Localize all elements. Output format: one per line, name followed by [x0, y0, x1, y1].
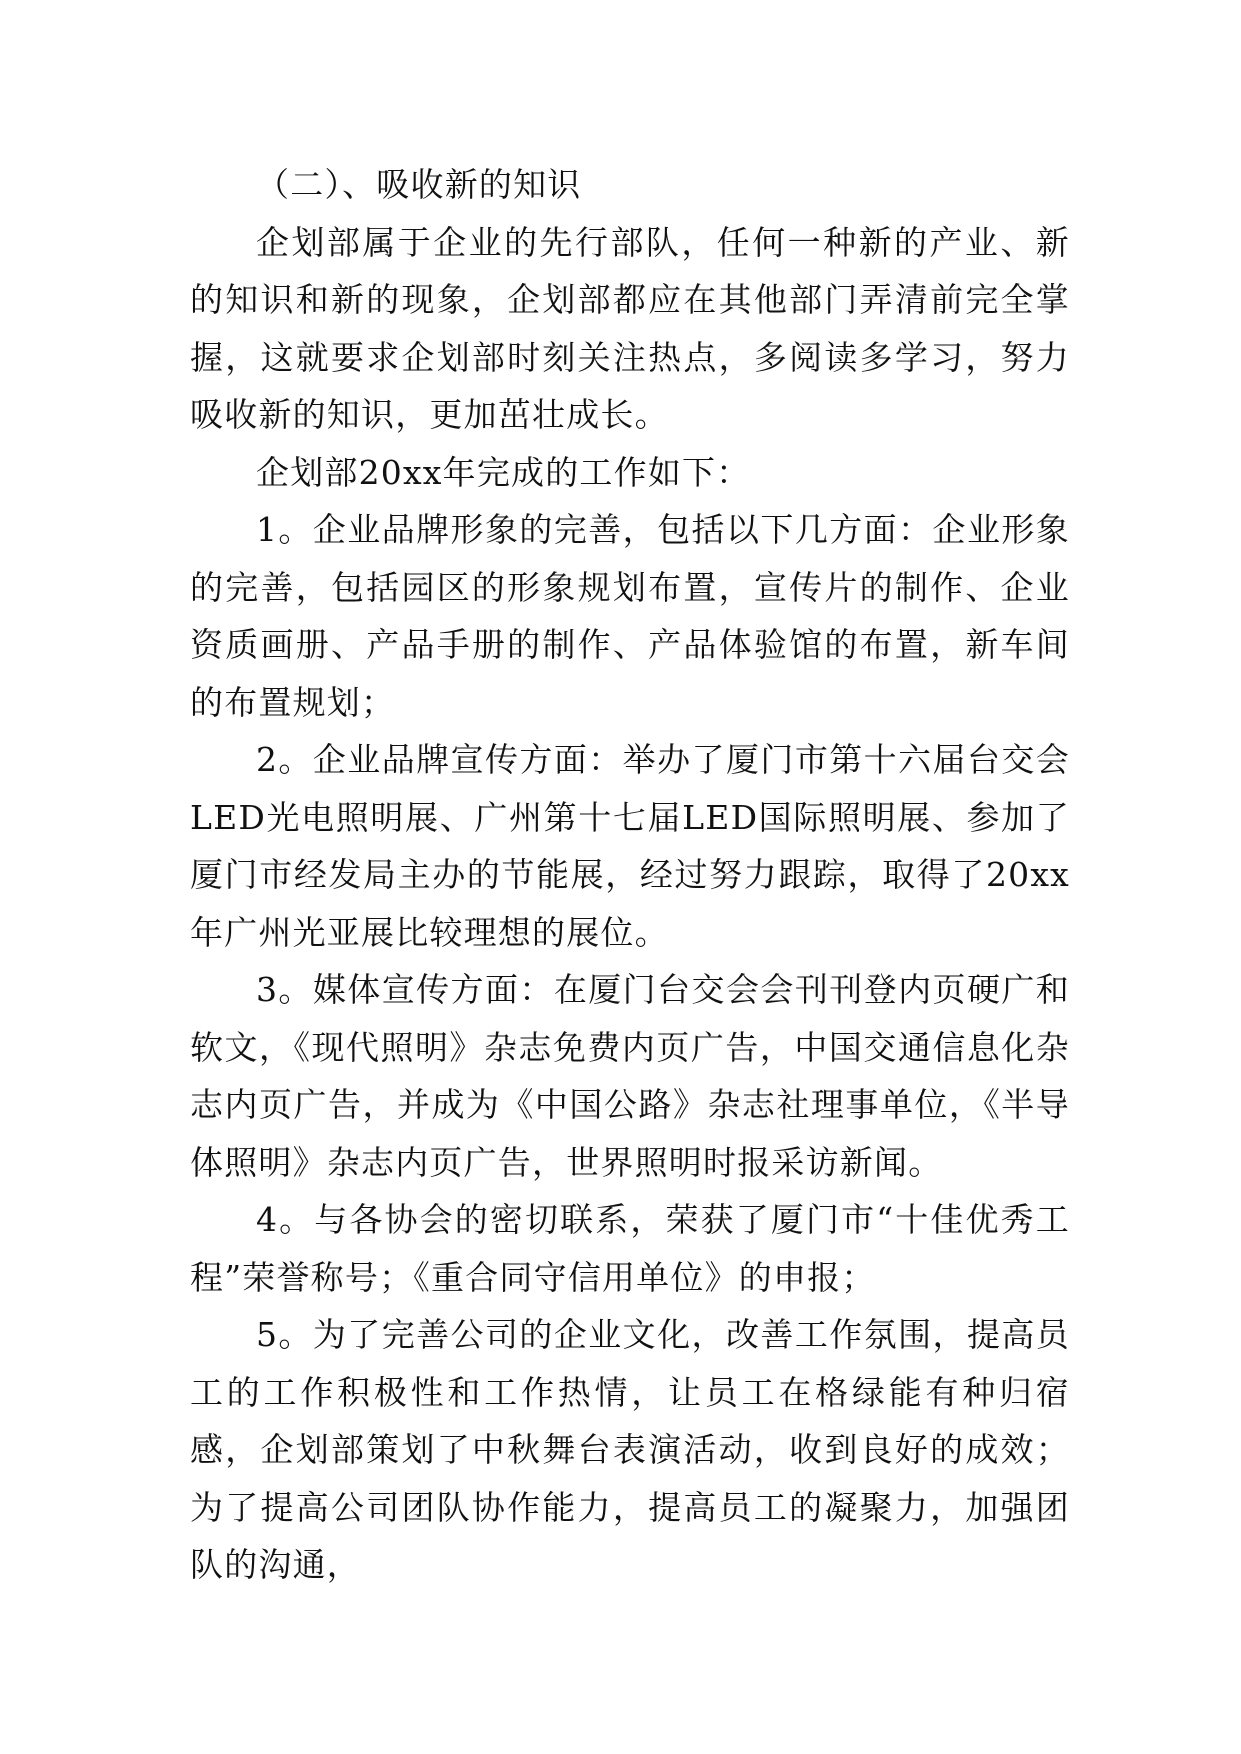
- paragraph-intro: 企划部属于企业的先行部队，任何一种新的产业、新的知识和新的现象，企划部都应在其他部门弄清前完全掌握，这就要求企划部时刻关注热点，多阅读多学习，努力吸收新的知识，更加茁壮成长。: [190, 222, 1070, 434]
- list-item-4: 4。与各协会的密切联系，荣获了厦门市“十佳优秀工程”荣誉称号；《重合同守信用单位》的申报；: [190, 1200, 1070, 1297]
- list-item-3: 3。媒体宣传方面：在厦门台交会会刊刊登内页硬广和软文，《现代照明》杂志免费内页广告，中国交通信息化杂志内页广告，并成为《中国公路》杂志社理事单位，《半导体照明》杂志内页广告，世界照明时报采访新闻。: [190, 970, 1070, 1182]
- list-item-2: 2。企业品牌宣传方面：举办了厦门市第十六届台交会LED光电照明展、广州第十七届LED国际照明展、参加了厦门市经发局主办的节能展，经过努力跟踪，取得了20xx年广州光亚展比较理想的展位。: [190, 740, 1070, 952]
- document-body: [190, 156, 1070, 1594]
- list-item-5: 5。为了完善公司的企业文化，改善工作氛围，提高员工的工作积极性和工作热情，让员工在格绿能有种归宿感，企划部策划了中秋舞台表演活动，收到良好的成效；为了提高公司团队协作能力，提高员工的凝聚力，加强团队的沟通，: [190, 1315, 1070, 1584]
- list-item-1: 1。企业品牌形象的完善，包括以下几方面：企业形象的完善，包括园区的形象规划布置，宣传片的制作、企业资质画册、产品手册的制作、产品体验馆的布置，新车间的布置规划；: [190, 510, 1070, 722]
- section-heading: （二）、吸收新的知识: [256, 165, 582, 204]
- paragraph-work-summary-heading: 企划部20xx年完成的工作如下：: [256, 452, 751, 492]
